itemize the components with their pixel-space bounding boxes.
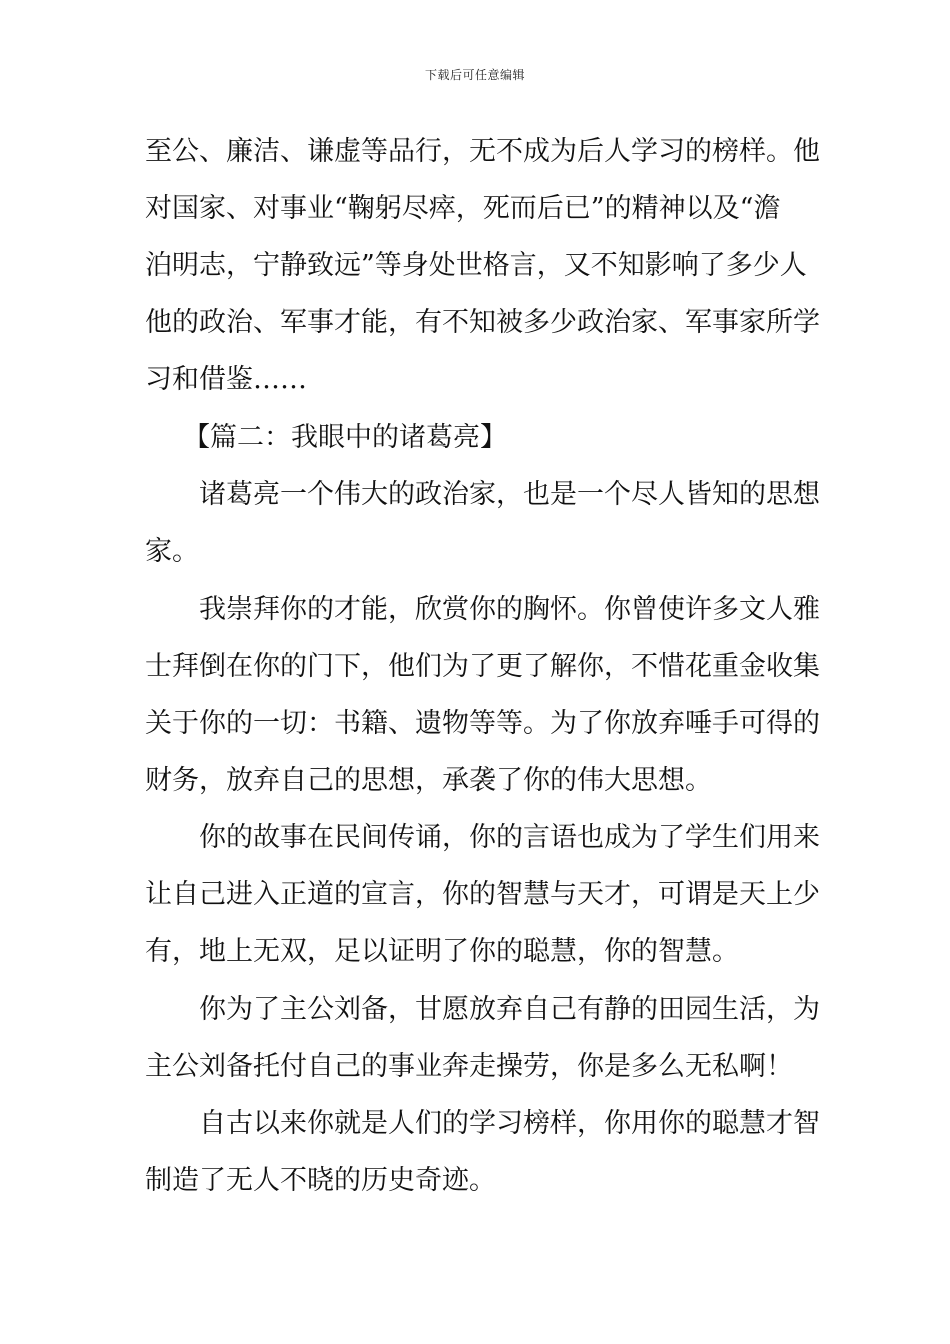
text-line: 有，地上无双，足以证明了你的聪慧，你的智慧。 [145,936,739,967]
text-line: 财务，放弃自己的思想，承袭了你的伟大思想。 [145,765,712,796]
section-heading: 【篇二：我眼中的诸葛亮】 [183,422,507,453]
paragraph-first-line: 我崇拜你的才能，欣赏你的胸怀。你曾使许多文人雅 [199,594,820,625]
paragraph-first-line: 诸葛亮一个伟大的政治家，也是一个尽人皆知的思想 [199,479,820,510]
text-line: 习和借鉴…… [145,364,307,395]
text-line: 让自己进入正道的宣言，你的智慧与天才，可谓是天上少 [145,879,820,910]
text-line: 对国家、对事业“鞠躬尽瘁，死而后已”的精神以及“澹 [145,193,781,224]
text-line: 制造了无人不晓的历史奇迹。 [145,1165,496,1196]
text-line: 家。 [145,536,199,567]
text-line: 他的政治、军事才能，有不知被多少政治家、军事家所学 [145,307,820,338]
text-line: 泊明志，宁静致远”等身处世格言，又不知影响了多少人 [145,250,807,281]
paragraph-first-line: 你为了主公刘备，甘愿放弃自己有静的田园生活，为 [199,994,820,1025]
text-line: 士拜倒在你的门下，他们为了更了解你，不惜花重金收集 [145,651,820,682]
text-line: 至公、廉洁、谦虚等品行，无不成为后人学习的榜样。他 [145,136,820,167]
paragraph-first-line: 你的故事在民间传诵，你的言语也成为了学生们用来 [199,822,820,853]
page-header: 下载后可任意编辑 [424,68,525,82]
text-line: 关于你的一切：书籍、遗物等等。为了你放弃唾手可得的 [145,708,820,739]
text-line: 主公刘备托付自己的事业奔走操劳，你是多么无私啊！ [145,1051,793,1082]
paragraph-first-line: 自古以来你就是人们的学习榜样，你用你的聪慧才智 [199,1108,820,1139]
